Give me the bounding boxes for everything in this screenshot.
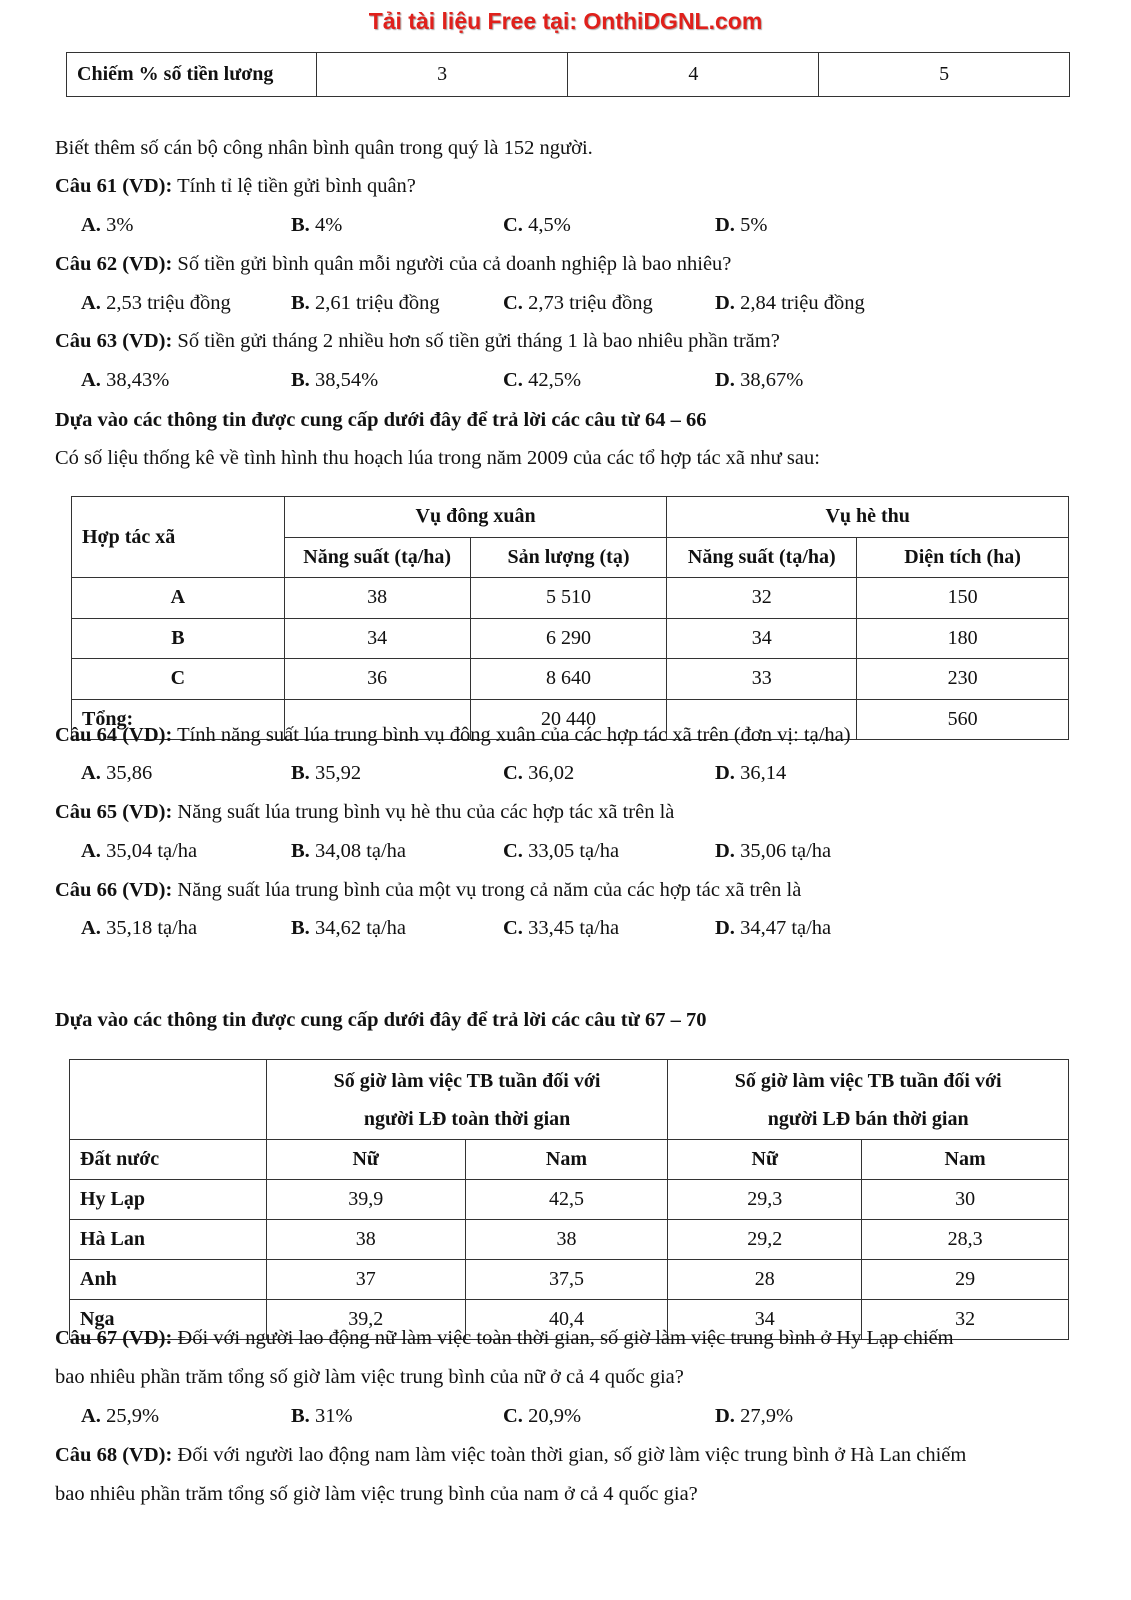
option-letter: C. bbox=[503, 762, 523, 784]
table-cell: 20 440 bbox=[470, 699, 667, 740]
option-letter: B. bbox=[291, 917, 310, 939]
column-header: Nam bbox=[862, 1140, 1069, 1180]
question-68 bbox=[55, 1441, 966, 1469]
option-a[interactable] bbox=[81, 914, 197, 942]
option-text: 35,04 tạ/ha bbox=[106, 840, 198, 862]
option-b[interactable] bbox=[291, 837, 406, 865]
option-text: 35,86 bbox=[106, 762, 153, 784]
table-cell: 38 bbox=[465, 1220, 668, 1260]
group-header bbox=[266, 1060, 668, 1140]
question-label: Câu 63 (VD): bbox=[55, 330, 173, 352]
option-letter: B. bbox=[291, 762, 310, 784]
table-cell: 4 bbox=[568, 53, 819, 97]
option-d[interactable] bbox=[715, 366, 803, 394]
table-cell: 150 bbox=[857, 578, 1069, 619]
section-heading: Dựa vào các thông tin được cung cấp dưới đây để trả lời các câu từ 67 – 70 bbox=[55, 1009, 707, 1031]
option-a[interactable] bbox=[81, 289, 231, 317]
option-letter: C. bbox=[503, 917, 523, 939]
table-cell: 34 bbox=[667, 618, 857, 659]
option-text: 34,47 tạ/ha bbox=[740, 917, 832, 939]
option-b[interactable] bbox=[291, 1402, 353, 1430]
rice-harvest-table bbox=[71, 496, 1069, 740]
option-letter: B. bbox=[291, 1405, 310, 1427]
option-letter: C. bbox=[503, 214, 523, 236]
option-d[interactable] bbox=[715, 1402, 793, 1430]
table-cell: 28,3 bbox=[862, 1220, 1069, 1260]
question-label: Câu 66 (VD): bbox=[55, 879, 173, 901]
table-header-row bbox=[70, 1140, 1069, 1180]
table-cell: 32 bbox=[667, 578, 857, 619]
group-header-line: người LĐ toàn thời gian bbox=[363, 1107, 571, 1130]
table-cell: 32 bbox=[862, 1300, 1069, 1340]
question-62 bbox=[55, 250, 731, 278]
table-cell: 5 bbox=[819, 53, 1070, 97]
option-text: 33,45 tạ/ha bbox=[528, 917, 620, 939]
table-cell: 34 bbox=[284, 618, 470, 659]
option-a[interactable] bbox=[81, 366, 169, 394]
option-c[interactable] bbox=[503, 211, 571, 239]
table-row bbox=[72, 618, 1069, 659]
question-65 bbox=[55, 798, 674, 826]
table-cell: 34 bbox=[668, 1300, 862, 1340]
option-text: 35,92 bbox=[314, 762, 362, 784]
option-text: 4% bbox=[314, 214, 343, 236]
group-header-line: Số giờ làm việc TB tuần đối với bbox=[333, 1069, 601, 1092]
option-text: 33,05 tạ/ha bbox=[528, 840, 620, 862]
table-cell: 30 bbox=[862, 1180, 1069, 1220]
option-letter: C. bbox=[503, 1405, 523, 1427]
table-cell: 29,2 bbox=[668, 1220, 862, 1260]
option-text: 2,84 triệu đồng bbox=[740, 292, 865, 314]
option-b[interactable] bbox=[291, 366, 378, 394]
table-cell: 40,4 bbox=[465, 1300, 668, 1340]
question-label: Câu 62 (VD): bbox=[55, 253, 173, 275]
option-letter: C. bbox=[503, 369, 523, 391]
option-text: 2,53 triệu đồng bbox=[106, 292, 231, 314]
option-text: 42,5% bbox=[528, 369, 582, 391]
question-label: Câu 68 (VD): bbox=[55, 1444, 173, 1466]
question-text: Năng suất lúa trung bình của một vụ trong cả năm của các hợp tác xã trên là bbox=[177, 879, 802, 901]
question-67-continued: bao nhiêu phần trăm tổng số giờ làm việc trung bình của nữ ở cả 4 quốc gia? bbox=[55, 1366, 684, 1388]
option-letter: A. bbox=[81, 840, 101, 862]
column-header: Diện tích (ha) bbox=[857, 537, 1069, 578]
option-text: 31% bbox=[314, 1405, 353, 1427]
question-63 bbox=[55, 327, 780, 355]
table-cell: 180 bbox=[857, 618, 1069, 659]
option-text: 36,14 bbox=[740, 762, 787, 784]
option-letter: D. bbox=[715, 214, 735, 236]
question-label: Câu 64 (VD): bbox=[55, 724, 173, 746]
option-letter: B. bbox=[291, 369, 310, 391]
table-cell: 29,3 bbox=[668, 1180, 862, 1220]
option-letter: D. bbox=[715, 1405, 735, 1427]
row-label: Hà Lan bbox=[70, 1220, 267, 1260]
option-a[interactable] bbox=[81, 1402, 159, 1430]
option-letter: D. bbox=[715, 840, 735, 862]
group-header: Vụ đông xuân bbox=[284, 497, 667, 538]
question-text: Số tiền gửi bình quân mỗi người của cả doanh nghiệp là bao nhiêu? bbox=[177, 253, 732, 275]
table-cell: 38 bbox=[266, 1220, 465, 1260]
empty-header-cell bbox=[70, 1060, 267, 1140]
option-b[interactable] bbox=[291, 289, 440, 317]
row-label: B bbox=[72, 618, 285, 659]
table-row bbox=[70, 1260, 1069, 1300]
table-row bbox=[72, 659, 1069, 700]
row-label: A bbox=[72, 578, 285, 619]
table-cell: 38 bbox=[284, 578, 470, 619]
option-letter: A. bbox=[81, 214, 101, 236]
question-61 bbox=[55, 172, 416, 200]
section-intro: Có số liệu thống kê về tình hình thu hoạch lúa trong năm 2009 của các tổ hợp tác xã như sau: bbox=[55, 447, 820, 469]
option-text: 3% bbox=[106, 214, 134, 236]
column-header: Nam bbox=[465, 1140, 668, 1180]
column-header: Sản lượng (tạ) bbox=[470, 537, 667, 578]
option-text: 4,5% bbox=[528, 214, 571, 236]
group-header-line: Số giờ làm việc TB tuần đối với bbox=[734, 1069, 1002, 1092]
group-header-line: người LĐ bán thời gian bbox=[767, 1107, 969, 1130]
table-cell: 28 bbox=[668, 1260, 862, 1300]
option-b[interactable] bbox=[291, 759, 361, 787]
option-letter: D. bbox=[715, 762, 735, 784]
table-header-row bbox=[72, 497, 1069, 538]
row-label: Tổng: bbox=[72, 699, 285, 740]
option-text: 34,08 tạ/ha bbox=[314, 840, 407, 862]
option-a[interactable] bbox=[81, 211, 133, 239]
option-text: 27,9% bbox=[740, 1405, 794, 1427]
option-letter: C. bbox=[503, 292, 523, 314]
column-header: Đất nước bbox=[70, 1140, 267, 1180]
option-d[interactable] bbox=[715, 837, 831, 865]
question-64 bbox=[55, 721, 851, 749]
question-66 bbox=[55, 876, 801, 904]
table-cell: 39,9 bbox=[266, 1180, 465, 1220]
table-row bbox=[70, 1180, 1069, 1220]
question-text: Tính năng suất lúa trung bình vụ đông xuân của các hợp tác xã trên (đơn vị: tạ/ha) bbox=[177, 724, 851, 746]
intro-note: Biết thêm số cán bộ công nhân bình quân trong quý là 152 người. bbox=[55, 137, 593, 159]
option-letter: D. bbox=[715, 292, 735, 314]
option-text: 25,9% bbox=[106, 1405, 160, 1427]
table-cell: 37 bbox=[266, 1260, 465, 1300]
option-d[interactable] bbox=[715, 211, 767, 239]
option-text: 34,62 tạ/ha bbox=[314, 917, 407, 939]
question-68-continued: bao nhiêu phần trăm tổng số giờ làm việc trung bình của nam ở cả 4 quốc gia? bbox=[55, 1483, 698, 1505]
section-heading: Dựa vào các thông tin được cung cấp dưới đây để trả lời các câu từ 64 – 66 bbox=[55, 409, 707, 431]
option-letter: C. bbox=[503, 840, 523, 862]
table-cell: 29 bbox=[862, 1260, 1069, 1300]
question-text: Tính tỉ lệ tiền gửi bình quân? bbox=[177, 175, 416, 197]
option-text: 2,73 triệu đồng bbox=[528, 292, 653, 314]
column-header: Nữ bbox=[266, 1140, 465, 1180]
option-a[interactable] bbox=[81, 837, 197, 865]
option-a[interactable] bbox=[81, 759, 152, 787]
option-letter: B. bbox=[291, 214, 310, 236]
table-cell: 5 510 bbox=[470, 578, 667, 619]
option-text: 20,9% bbox=[528, 1405, 582, 1427]
column-header: Hợp tác xã bbox=[72, 497, 285, 578]
option-letter: A. bbox=[81, 1405, 101, 1427]
table-row bbox=[70, 1220, 1069, 1260]
table-row bbox=[67, 53, 1070, 97]
table-cell: 8 640 bbox=[470, 659, 667, 700]
table-cell: 39,2 bbox=[266, 1300, 465, 1340]
question-67 bbox=[55, 1324, 954, 1352]
option-letter: D. bbox=[715, 917, 735, 939]
group-header bbox=[668, 1060, 1069, 1140]
row-label: Hy Lạp bbox=[70, 1180, 267, 1220]
option-text: 5% bbox=[740, 214, 768, 236]
option-text: 36,02 bbox=[528, 762, 575, 784]
row-label: Anh bbox=[70, 1260, 267, 1300]
option-c[interactable] bbox=[503, 837, 619, 865]
option-text: 38,54% bbox=[314, 369, 379, 391]
row-label: Chiếm % số tiền lương bbox=[67, 53, 317, 97]
salary-percent-table bbox=[66, 52, 1070, 97]
column-header: Năng suất (tạ/ha) bbox=[667, 537, 857, 578]
table-header-row bbox=[70, 1060, 1069, 1140]
question-text: Đối với người lao động nữ làm việc toàn thời gian, số giờ làm việc trung bình ở Hy Lạp chiếm bbox=[177, 1327, 954, 1349]
table-cell: 33 bbox=[667, 659, 857, 700]
option-letter: A. bbox=[81, 369, 101, 391]
question-label: Câu 65 (VD): bbox=[55, 801, 173, 823]
option-letter: A. bbox=[81, 762, 101, 784]
group-header: Vụ hè thu bbox=[667, 497, 1069, 538]
question-label: Câu 67 (VD): bbox=[55, 1327, 173, 1349]
working-hours-table bbox=[69, 1059, 1069, 1340]
download-banner: Tải tài liệu Free tại: OnthiDGNL.com bbox=[368, 8, 763, 34]
table-row bbox=[72, 578, 1069, 619]
option-text: 2,61 triệu đồng bbox=[314, 292, 440, 314]
option-text: 35,06 tạ/ha bbox=[740, 840, 832, 862]
row-label: C bbox=[72, 659, 285, 700]
table-cell: 42,5 bbox=[465, 1180, 668, 1220]
option-letter: B. bbox=[291, 840, 310, 862]
column-header: Năng suất (tạ/ha) bbox=[284, 537, 470, 578]
question-label: Câu 61 (VD): bbox=[55, 175, 173, 197]
option-letter: A. bbox=[81, 292, 101, 314]
option-c[interactable] bbox=[503, 914, 619, 942]
option-c[interactable] bbox=[503, 759, 574, 787]
option-c[interactable] bbox=[503, 289, 653, 317]
option-d[interactable] bbox=[715, 289, 865, 317]
table-cell: 3 bbox=[316, 53, 568, 97]
option-text: 35,18 tạ/ha bbox=[106, 917, 198, 939]
option-letter: A. bbox=[81, 917, 101, 939]
option-b[interactable] bbox=[291, 211, 342, 239]
question-text: Số tiền gửi tháng 2 nhiều hơn số tiền gửi tháng 1 là bao nhiêu phần trăm? bbox=[177, 330, 780, 352]
option-text: 38,43% bbox=[106, 369, 170, 391]
option-d[interactable] bbox=[715, 914, 831, 942]
row-label: Nga bbox=[70, 1300, 267, 1340]
table-cell: 36 bbox=[284, 659, 470, 700]
option-c[interactable] bbox=[503, 366, 581, 394]
option-c[interactable] bbox=[503, 1402, 581, 1430]
table-cell: 230 bbox=[857, 659, 1069, 700]
table-cell: 6 290 bbox=[470, 618, 667, 659]
table-cell: 37,5 bbox=[465, 1260, 668, 1300]
question-text: Năng suất lúa trung bình vụ hè thu của các hợp tác xã trên là bbox=[177, 801, 675, 823]
option-b[interactable] bbox=[291, 914, 406, 942]
table-cell: 560 bbox=[857, 699, 1069, 740]
column-header: Nữ bbox=[668, 1140, 862, 1180]
question-text: Đối với người lao động nam làm việc toàn thời gian, số giờ làm việc trung bình ở Hà Lan chiếm bbox=[177, 1444, 967, 1466]
option-d[interactable] bbox=[715, 759, 786, 787]
option-text: 38,67% bbox=[740, 369, 804, 391]
option-letter: B. bbox=[291, 292, 310, 314]
option-letter: D. bbox=[715, 369, 735, 391]
